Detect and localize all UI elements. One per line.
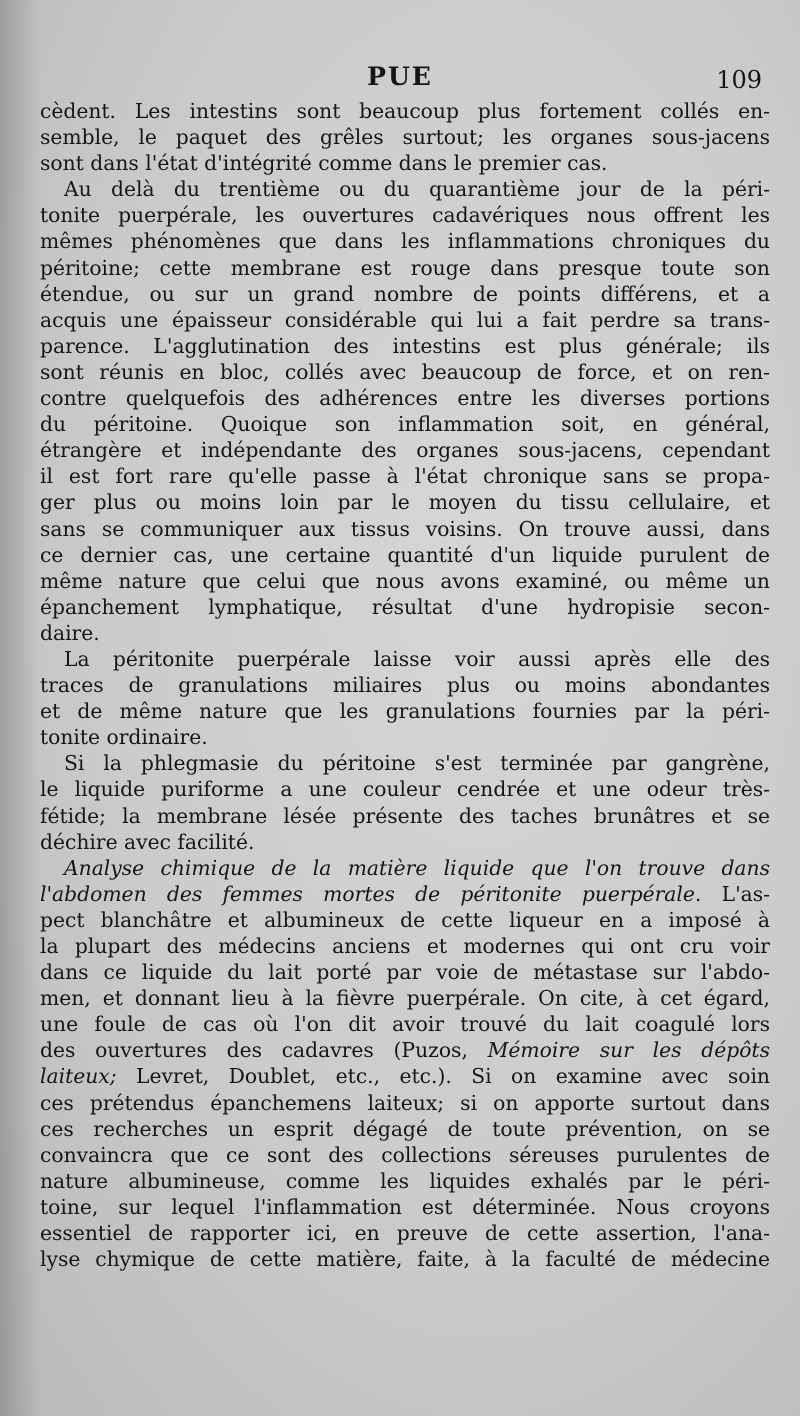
text-line: ce dernier cas, une certaine quantité d'un liquide purulent de [40, 542, 770, 567]
text-line: semble, le paquet des grêles surtout; les organes sous-jacens [40, 125, 770, 150]
text-line: contre quelquefois des adhérences entre les diverses portions [40, 386, 770, 411]
page-header [36, 62, 764, 100]
text-line: men, et donnant lieu à la fièvre puerpérale. On cite, à cet égard, [40, 986, 770, 1011]
text-line: acquis une épaisseur considérable qui lui a fait perdre sa trans- [40, 307, 770, 332]
text-line: sans se communiquer aux tissus voisins. On trouve aussi, dans [40, 516, 770, 541]
text-line-mixed: laiteux; Levret, Doublet, etc., etc.). Si on examine avec soin [40, 1064, 770, 1089]
text-line: La péritonite puerpérale laisse voir aussi après elle des [64, 646, 770, 671]
text-line: Au delà du trentième ou du quarantième jour de la péri- [64, 177, 770, 202]
text-line: cèdent. Les intestins sont beaucoup plus fortement collés en- [40, 99, 770, 123]
text-line: fétide; la membrane lésée présente des taches brunâtres et se [40, 803, 770, 828]
italic-heading: Analyse chimique de la matière liquide que l'on trouve dans [64, 855, 770, 880]
text-line: dans ce liquide du lait porté par voie de métastase sur l'abdo- [40, 960, 770, 985]
text-line: le liquide puriforme a une couleur cendrée et une odeur très- [40, 777, 770, 802]
italic-citation: Mémoire sur les dépôts [487, 1038, 770, 1063]
text-line: lyse chymique de cette matière, faite, à la faculté de médecine [40, 1247, 770, 1272]
text-line: traces de granulations miliaires plus ou moins abondantes [40, 673, 770, 698]
text-line: du péritoine. Quoique son inflammation soit, en général, [40, 412, 770, 437]
text-line: une foule de cas où l'on dit avoir trouvé du lait coagulé lors [40, 1012, 770, 1037]
text-line: sont réunis en bloc, collés avec beaucoup de force, et on ren- [40, 359, 770, 384]
text-line: parence. L'agglutination des intestins est plus générale; ils [40, 333, 770, 358]
text-line: et de même nature que les granulations fournies par la péri- [40, 699, 770, 724]
body-text [40, 98, 770, 1272]
text-line: ces recherches un esprit dégagé de toute prévention, on se [40, 1116, 770, 1141]
text-line: tonite puerpérale, les ouvertures cadavériques nous offrent les [40, 203, 770, 228]
text-line [40, 855, 770, 881]
text-line: sont dans l'état d'intégrité comme dans le premier cas. [40, 151, 608, 176]
text-line: ces prétendus épanchemens laiteux; si on apporte surtout dans [40, 1090, 770, 1115]
text-line: pect blanchâtre et albumineux de cette liqueur en a imposé à [40, 907, 770, 932]
text-line: ger plus ou moins loin par le moyen du tissu cellulaire, et [40, 490, 770, 515]
text-line-mixed: l'abdomen des femmes mortes de péritonite puerpérale. L'as- [40, 881, 770, 906]
text-line: daire. [40, 620, 100, 645]
running-head: PUE [367, 62, 433, 91]
page-number: 109 [716, 66, 762, 94]
italic-heading: l'abdomen des femmes mortes de péritonite puerpérale. [40, 881, 702, 906]
text-line: péritoine; cette membrane est rouge dans presque toute son [40, 255, 770, 280]
text-line: déchire avec facilité. [40, 829, 255, 854]
text-line: Si la phlegmasie du péritoine s'est terminée par gangrène, [64, 751, 770, 776]
text-line: épanchement lymphatique, résultat d'une hydropisie secon- [40, 594, 770, 619]
text-line: convaincra que ce sont des collections séreuses purulentes de [40, 1142, 770, 1167]
text-line: même nature que celui que nous avons examiné, ou même un [40, 568, 770, 593]
text-line: mêmes phénomènes que dans les inflammations chroniques du [40, 229, 770, 254]
text-line: étendue, ou sur un grand nombre de points différens, et a [40, 281, 770, 306]
text-line: nature albumineuse, comme les liquides exhalés par le péri- [40, 1168, 770, 1193]
page-gutter-shadow [0, 0, 40, 1416]
text-line: essentiel de rapporter ici, en preuve de cette assertion, l'ana- [40, 1221, 770, 1246]
text-line: la plupart des médecins anciens et modernes qui ont cru voir [40, 934, 770, 958]
text-line-mixed: des ouvertures des cadavres (Puzos, Mémoire sur les dépôts [40, 1038, 770, 1063]
text-line: tonite ordinaire. [40, 725, 208, 750]
text-line: toine, sur lequel l'inflammation est déterminée. Nous croyons [40, 1194, 770, 1219]
text-line: il est fort rare qu'elle passe à l'état chronique sans se propa- [40, 464, 770, 489]
italic-citation: laiteux; [40, 1064, 117, 1089]
text-line: étrangère et indépendante des organes sous-jacens, cependant [40, 438, 770, 463]
